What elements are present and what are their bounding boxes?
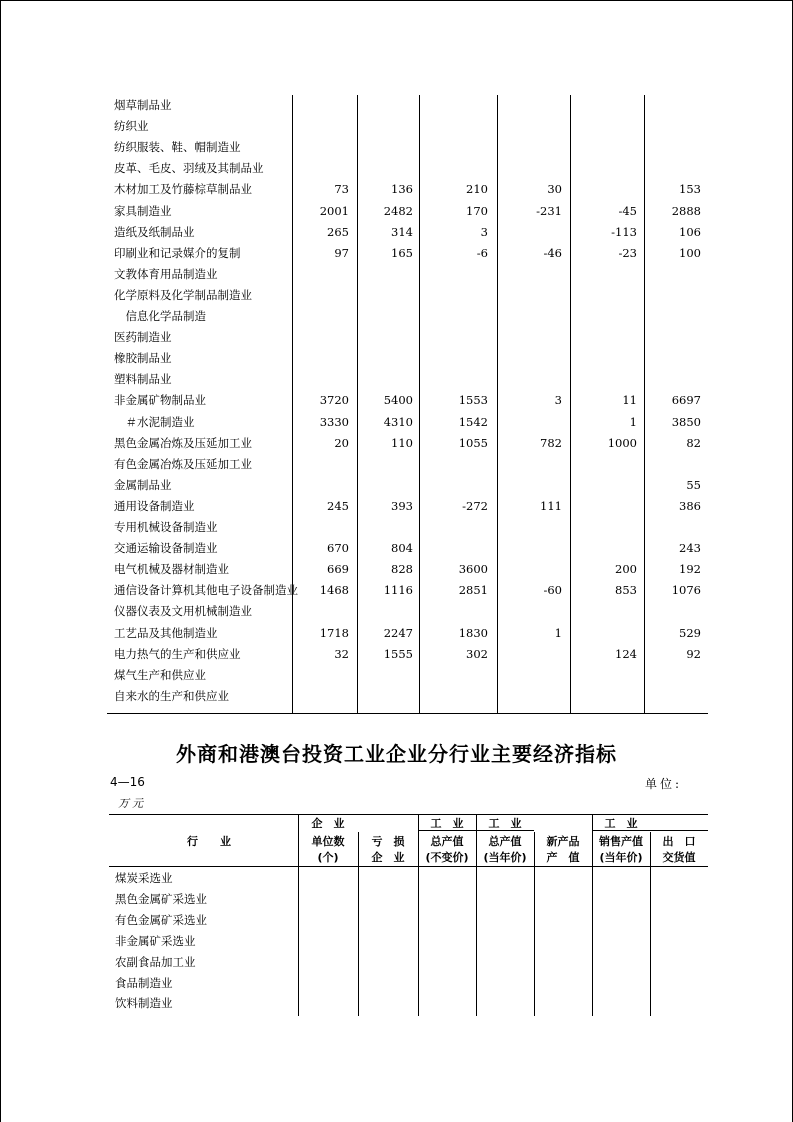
row-label: 工艺品及其他制造业 [114, 625, 218, 640]
cell-value: 2247 [383, 625, 413, 640]
row-label: 烟草制品业 [114, 98, 172, 112]
column-rule [358, 832, 359, 1016]
cell-value: 11 [622, 393, 637, 408]
header-newprod-line1: 新产品 [546, 835, 580, 848]
row-label: 黑色金属冶炼及压延加工业 [114, 435, 252, 450]
cell-value: 30 [547, 182, 562, 197]
cell-value: 1468 [319, 583, 349, 598]
header-gov-const-line2: 总产值 [430, 835, 464, 848]
table-row [109, 201, 709, 222]
row-label: 家具制造业 [114, 203, 172, 218]
row-label: 非金属矿采选业 [115, 933, 196, 948]
cell-value: 1116 [383, 583, 413, 598]
header-industry: 行 业 [187, 835, 231, 848]
row-label: 煤气生产和供应业 [114, 667, 206, 682]
cell-value: 200 [615, 562, 637, 577]
row-label: ＃水泥制造业 [114, 414, 195, 429]
section-title: 外商和港澳台投资工业企业分行业主要经济指标 [176, 742, 617, 766]
cell-value: 6697 [671, 393, 701, 408]
cell-value: 1 [554, 625, 562, 640]
cell-value: 669 [327, 562, 349, 577]
row-label: 通用设备制造业 [114, 498, 195, 513]
column-rule [592, 814, 593, 1016]
row-label: 通信设备计算机其他电子设备制造业 [114, 583, 298, 598]
row-label: 纺织业 [114, 119, 149, 134]
cell-value: 2888 [671, 203, 701, 218]
cell-value: 82 [686, 435, 701, 450]
table-row [109, 454, 709, 475]
header-export-line1: 出 口 [662, 835, 696, 848]
table-row [109, 538, 709, 559]
table-row [109, 412, 709, 433]
table-row [109, 264, 709, 285]
header-loss-line1: 亏 损 [371, 835, 405, 848]
row-label: 饮料制造业 [115, 996, 173, 1011]
table-row [109, 179, 709, 200]
cell-value: 1000 [607, 435, 637, 450]
cell-value: 3 [480, 224, 488, 239]
row-label: 化学原料及化学制品制造业 [114, 287, 252, 302]
table-row [109, 623, 709, 644]
header-units-line1: 企 业 [311, 817, 345, 830]
row-label: 电气机械及器材制造业 [114, 562, 229, 577]
cell-value: 111 [540, 498, 562, 513]
row-label: 非金属矿物制品业 [114, 393, 206, 408]
cell-value: 110 [391, 435, 413, 450]
cell-value: 192 [679, 562, 701, 577]
table-row [109, 517, 709, 538]
row-label: 纺织服装、鞋、帽制造业 [114, 140, 241, 155]
cell-value: 20 [334, 435, 349, 450]
cell-value: 245 [327, 498, 349, 513]
row-label: 专用机械设备制造业 [114, 520, 218, 534]
header-bottom-rule [109, 866, 708, 867]
row-label: 木材加工及竹藤棕草制品业 [114, 182, 252, 197]
cell-value: 97 [334, 245, 349, 260]
header-sales-line3: (当年价) [599, 851, 643, 864]
cell-value: 670 [327, 541, 349, 556]
row-label: 塑料制品业 [114, 372, 172, 387]
cell-value: 828 [391, 562, 413, 577]
header-loss-line2: 企 业 [371, 851, 405, 864]
table-row [109, 306, 709, 327]
cell-value: 3330 [319, 414, 349, 429]
column-rule [650, 832, 651, 1016]
cell-value: 386 [679, 498, 701, 513]
header-units-line2: 单位数 [311, 835, 345, 848]
table-row [109, 369, 709, 390]
column-rule [298, 814, 299, 1016]
cell-value: 55 [686, 477, 701, 492]
table-row [109, 686, 709, 707]
cell-value: 804 [391, 541, 413, 556]
header-gov-curr-line2: 总产值 [488, 835, 522, 848]
header-gov-curr-line3: (当年价) [483, 851, 527, 864]
cell-value: 2851 [458, 583, 488, 598]
header-gov-const-line3: (不变价) [425, 851, 469, 864]
row-label: 黑色金属矿采选业 [115, 891, 207, 906]
cell-value: 2001 [319, 203, 349, 218]
cell-value: 1718 [319, 625, 349, 640]
header-newprod-line2: 产 值 [546, 851, 580, 864]
cell-value: 3600 [458, 562, 488, 577]
table-row [109, 348, 709, 369]
table-row [109, 665, 709, 686]
row-label: 仪器仪表及文用机械制造业 [114, 604, 252, 619]
cell-value: 1830 [458, 625, 488, 640]
cell-value: -231 [536, 203, 562, 218]
cell-value: 5400 [383, 393, 413, 408]
cell-value: 393 [391, 498, 413, 513]
cell-value: -113 [611, 224, 637, 239]
table-row [109, 496, 709, 517]
cell-value: 4310 [383, 414, 413, 429]
row-label: 医药制造业 [114, 330, 172, 345]
row-label: 信息化学品制造 [114, 309, 206, 323]
header-sales-line1: 工 业 [604, 817, 638, 830]
table-row [109, 243, 709, 264]
page-border [0, 0, 1, 1122]
cell-value: 1553 [458, 393, 488, 408]
table-top-rule [109, 814, 708, 815]
table-bottom-rule [107, 713, 708, 714]
row-label: 有色金属冶炼及压延加工业 [114, 456, 252, 471]
cell-value: -6 [476, 245, 488, 260]
row-label: 食品制造业 [115, 975, 173, 990]
unit-value: 万元 [118, 797, 146, 810]
cell-value: 1 [629, 414, 637, 429]
row-label: 造纸及纸制品业 [114, 224, 195, 239]
cell-value: 3850 [671, 414, 701, 429]
table-row [109, 137, 709, 158]
cell-value: 136 [391, 182, 413, 197]
cell-value: 1076 [671, 583, 701, 598]
cell-value: -45 [618, 203, 637, 218]
row-label: 皮革、毛皮、羽绒及其制品业 [114, 161, 264, 176]
cell-value: 314 [391, 224, 413, 239]
row-label: 农副食品加工业 [115, 954, 196, 969]
cell-value: 153 [679, 182, 701, 197]
cell-value: 92 [686, 646, 701, 661]
cell-value: 73 [334, 182, 349, 197]
cell-value: 243 [679, 541, 701, 556]
column-rule [476, 814, 477, 1016]
table-row [109, 285, 709, 306]
table-row [109, 601, 709, 622]
cell-value: 1055 [458, 435, 488, 450]
header-sales-line2: 销售产值 [599, 835, 643, 848]
table-row [109, 433, 709, 454]
cell-value: 32 [334, 646, 349, 661]
row-label: 煤炭采选业 [115, 871, 173, 885]
row-label: 印刷业和记录媒介的复制 [114, 245, 241, 260]
table-row [109, 644, 709, 665]
cell-value: 3720 [319, 393, 349, 408]
cell-value: 170 [466, 203, 488, 218]
header-export-line2: 交货值 [662, 851, 696, 864]
row-label: 文教体育用品制造业 [114, 266, 218, 281]
header-gov-const-line1: 工 业 [430, 817, 464, 830]
table-row [109, 559, 709, 580]
row-label: 橡胶制品业 [114, 351, 172, 366]
row-label: 交通运输设备制造业 [114, 541, 218, 556]
cell-value: 100 [679, 245, 701, 260]
cell-value: 1542 [458, 414, 488, 429]
header-units-line3: (个) [317, 851, 339, 864]
row-label: 电力热气的生产和供应业 [114, 646, 241, 661]
cell-value: 106 [679, 224, 701, 239]
table-number: 4—16 [110, 775, 145, 789]
table-row [109, 95, 709, 116]
cell-value: 165 [391, 245, 413, 260]
table-row [109, 327, 709, 348]
row-label: 自来水的生产和供应业 [114, 688, 229, 703]
unit-label: 单位: [645, 777, 683, 791]
cell-value: -272 [462, 498, 488, 513]
table-row [109, 390, 709, 411]
page-border [0, 0, 793, 1]
cell-value: 3 [554, 393, 562, 408]
cell-value: 124 [615, 646, 637, 661]
cell-value: 853 [615, 583, 637, 598]
cell-value: 529 [679, 625, 701, 640]
cell-value: 1555 [383, 646, 413, 661]
table-row [109, 222, 709, 243]
table-row [109, 116, 709, 137]
table-row [109, 580, 709, 601]
table-row [109, 475, 709, 496]
cell-value: -60 [543, 583, 562, 598]
column-rule [418, 814, 419, 1016]
column-rule [534, 832, 535, 1016]
row-label: 有色金属矿采选业 [115, 912, 207, 927]
row-label: 金属制品业 [114, 477, 172, 492]
cell-value: 782 [540, 435, 562, 450]
cell-value: 265 [327, 224, 349, 239]
cell-value: -46 [543, 245, 562, 260]
header-gov-curr-line1: 工 业 [488, 817, 522, 830]
cell-value: 2482 [383, 203, 413, 218]
table-row [109, 158, 709, 179]
cell-value: 302 [466, 646, 488, 661]
cell-value: -23 [618, 245, 637, 260]
cell-value: 210 [466, 182, 488, 197]
